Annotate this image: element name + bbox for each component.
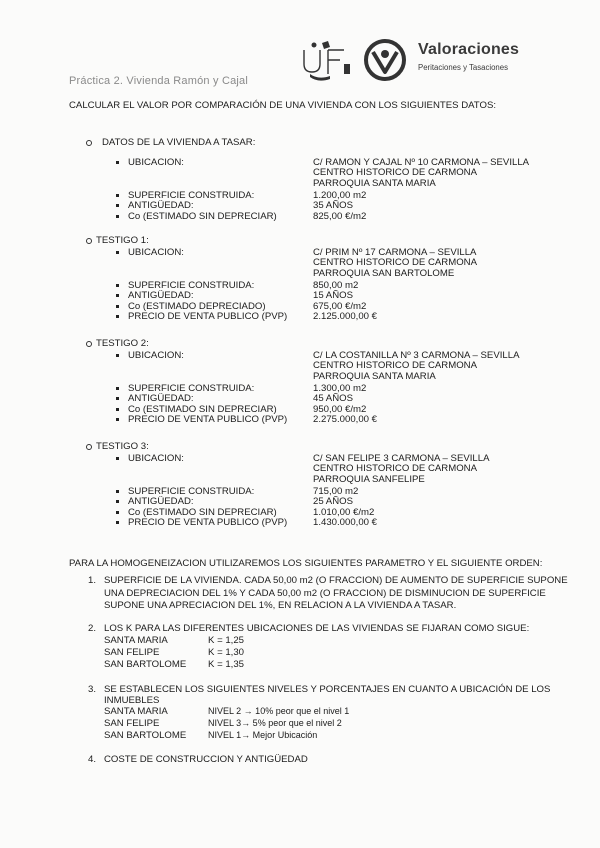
row-bullet-icon	[116, 204, 119, 207]
field-value: C/ LA COSTANILLA Nº 3 CARMONA – SEVILLA	[313, 350, 520, 361]
section-heading: TESTIGO 3:	[96, 441, 149, 452]
row-bullet-icon	[116, 511, 119, 514]
k-row-name: SAN FELIPE	[104, 647, 160, 658]
field-value: CENTRO HISTORICO DE CARMONA	[313, 257, 477, 269]
item-3-number: 3.	[88, 684, 97, 695]
field-value: 715,00 m2	[313, 485, 359, 497]
field-value: 35 AÑOS	[313, 200, 353, 212]
item-4-number: 4.	[88, 754, 97, 765]
field-label: PRECIO DE VENTA PUBLICO (PVP)	[128, 516, 288, 528]
item-1-number: 1.	[88, 575, 97, 586]
field-value: 15 AÑOS	[313, 290, 353, 302]
field-value: C/ PRIM Nº 17 CARMONA – SEVILLA	[313, 247, 477, 258]
field-value: PARROQUIA SAN BARTOLOME	[313, 267, 455, 279]
field-label: ANTIGÜEDAD:	[128, 393, 194, 405]
row-bullet-icon	[116, 408, 119, 411]
field-label: Co (ESTIMADO DEPRECIADO)	[128, 300, 266, 312]
row-bullet-icon	[116, 490, 119, 493]
field-value: 1.200,00 m2	[313, 189, 367, 201]
field-label: PRECIO DE VENTA PUBLICO (PVP)	[128, 310, 288, 322]
row-bullet-icon	[116, 500, 119, 503]
k-row-name: SANTA MARIA	[104, 635, 168, 646]
field-label: UBICACION:	[128, 247, 184, 258]
brand-name: Valoraciones	[418, 41, 520, 58]
field-label: ANTIGÜEDAD:	[128, 496, 194, 508]
field-value: PARROQUIA SANTA MARIA	[313, 177, 436, 189]
row-bullet-icon	[116, 294, 119, 297]
field-label: UBICACION:	[128, 157, 184, 168]
item-2-text: LOS K PARA LAS DIFERENTES UBICACIONES DE LAS VIVIENDAS SE FIJARAN COMO SIGUE:	[104, 623, 530, 634]
section-bullet-icon	[86, 238, 92, 244]
row-bullet-icon	[116, 194, 119, 197]
item-4-text: COSTE DE CONSTRUCCION Y ANTIGÜEDAD	[104, 754, 308, 765]
section-heading: TESTIGO 1:	[96, 235, 149, 246]
level-row-name: SANTA MARIA	[104, 706, 168, 717]
k-row-value: K = 1,35	[208, 659, 245, 670]
field-value: CENTRO HISTORICO DE CARMONA	[313, 463, 477, 475]
field-label: Co (ESTIMADO SIN DEPRECIAR)	[128, 210, 277, 222]
k-row-value: K = 1,25	[208, 635, 245, 646]
item-2-number: 2.	[88, 623, 97, 634]
level-row-value: NIVEL 3→ 5% peor que el nivel 2	[208, 718, 342, 728]
row-bullet-icon	[116, 418, 119, 421]
field-label: UBICACION:	[128, 453, 184, 464]
main-title: CALCULAR EL VALOR POR COMPARACIÓN DE UNA VIVIENDA CON LOS SIGUIENTES DATOS:	[69, 100, 497, 111]
field-value: 1.430.000,00 €	[313, 516, 378, 528]
field-value: C/ SAN FELIPE 3 CARMONA – SEVILLA	[313, 453, 490, 464]
field-label: UBICACION:	[128, 350, 184, 361]
field-value: 950,00 €/m2	[313, 403, 367, 415]
field-value: 850,00 m2	[313, 279, 359, 291]
field-label: Co (ESTIMADO SIN DEPRECIAR)	[128, 506, 277, 518]
page-header-title: Práctica 2. Vivienda Ramón y Cajal	[69, 75, 249, 87]
field-label: SUPERFICIE CONSTRUIDA:	[128, 279, 255, 291]
row-bullet-icon	[116, 161, 119, 164]
row-bullet-icon	[116, 284, 119, 287]
row-bullet-icon	[116, 457, 119, 460]
field-value: C/ RAMON Y CAJAL Nº 10 CARMONA – SEVILLA	[313, 157, 530, 168]
k-row-value: K = 1,30	[208, 647, 245, 658]
row-bullet-icon	[116, 521, 119, 524]
university-logo	[300, 40, 355, 82]
row-bullet-icon	[116, 315, 119, 318]
field-value: 25 AÑOS	[313, 496, 353, 508]
item-1-text: SUPERFICIE DE LA VIVIENDA. CADA 50,00 m2 (O FRACCION) DE AUMENTO DE SUPERFICIE SUPONE UNA DEPRECIACION DEL 1% Y CADA 50,00 m2 (O FRACCION) DE DISMINUCION DE SUPERFICIE SUPONE UNA APRECIACION DEL 1%, EN RELACION A LA VIVIENDA A TASAR.	[104, 575, 568, 611]
section-heading: DATOS DE LA VIVIENDA A TASAR:	[102, 137, 256, 148]
field-value: PARROQUIA SANTA MARIA	[313, 370, 436, 382]
brand-subtitle: Peritaciones y Tasaciones	[418, 63, 509, 72]
field-value: 1.300,00 m2	[313, 382, 367, 394]
field-value: 2.275.000,00 €	[313, 413, 378, 425]
field-label: SUPERFICIE CONSTRUIDA:	[128, 189, 255, 201]
valoraciones-logo-icon	[363, 38, 407, 82]
row-bullet-icon	[116, 354, 119, 357]
field-label: SUPERFICIE CONSTRUIDA:	[128, 485, 255, 497]
section-bullet-icon	[86, 444, 92, 450]
level-row-value: NIVEL 2 → 10% peor que el nivel 1	[208, 706, 350, 716]
field-value: 45 AÑOS	[313, 393, 353, 405]
level-row-value: NIVEL 1→ Mejor Ubicación	[208, 730, 318, 740]
field-value: PARROQUIA SANFELIPE	[313, 473, 425, 485]
field-label: ANTIGÜEDAD:	[128, 200, 194, 212]
row-bullet-icon	[116, 251, 119, 254]
field-label: SUPERFICIE CONSTRUIDA:	[128, 382, 255, 394]
field-value: CENTRO HISTORICO DE CARMONA	[313, 167, 477, 179]
field-value: 825,00 €/m2	[313, 210, 367, 222]
field-label: PRECIO DE VENTA PUBLICO (PVP)	[128, 413, 288, 425]
field-value: CENTRO HISTORICO DE CARMONA	[313, 360, 477, 372]
k-row-name: SAN BARTOLOME	[104, 659, 187, 670]
level-row-name: SAN FELIPE	[104, 718, 160, 729]
item-3-text: SE ESTABLECEN LOS SIGUIENTES NIVELES Y PORCENTAJES EN CUANTO A UBICACIÓN DE LOS INMUEBLES	[104, 684, 551, 706]
section-bullet-icon	[86, 341, 92, 347]
level-row-name: SAN BARTOLOME	[104, 730, 187, 741]
field-label: Co (ESTIMADO SIN DEPRECIAR)	[128, 403, 277, 415]
row-bullet-icon	[116, 215, 119, 218]
field-label: ANTIGÜEDAD:	[128, 290, 194, 302]
section-bullet-icon	[86, 140, 92, 146]
homogenization-intro: PARA LA HOMOGENEIZACION UTILIZAREMOS LOS SIGUIENTES PARAMETRO Y EL SIGUIENTE ORDEN:	[69, 558, 543, 569]
field-value: 1.010,00 €/m2	[313, 506, 375, 518]
row-bullet-icon	[116, 397, 119, 400]
row-bullet-icon	[116, 305, 119, 308]
field-value: 675,00 €/m2	[313, 300, 367, 312]
section-heading: TESTIGO 2:	[96, 338, 149, 349]
field-value: 2.125.000,00 €	[313, 310, 378, 322]
row-bullet-icon	[116, 387, 119, 390]
